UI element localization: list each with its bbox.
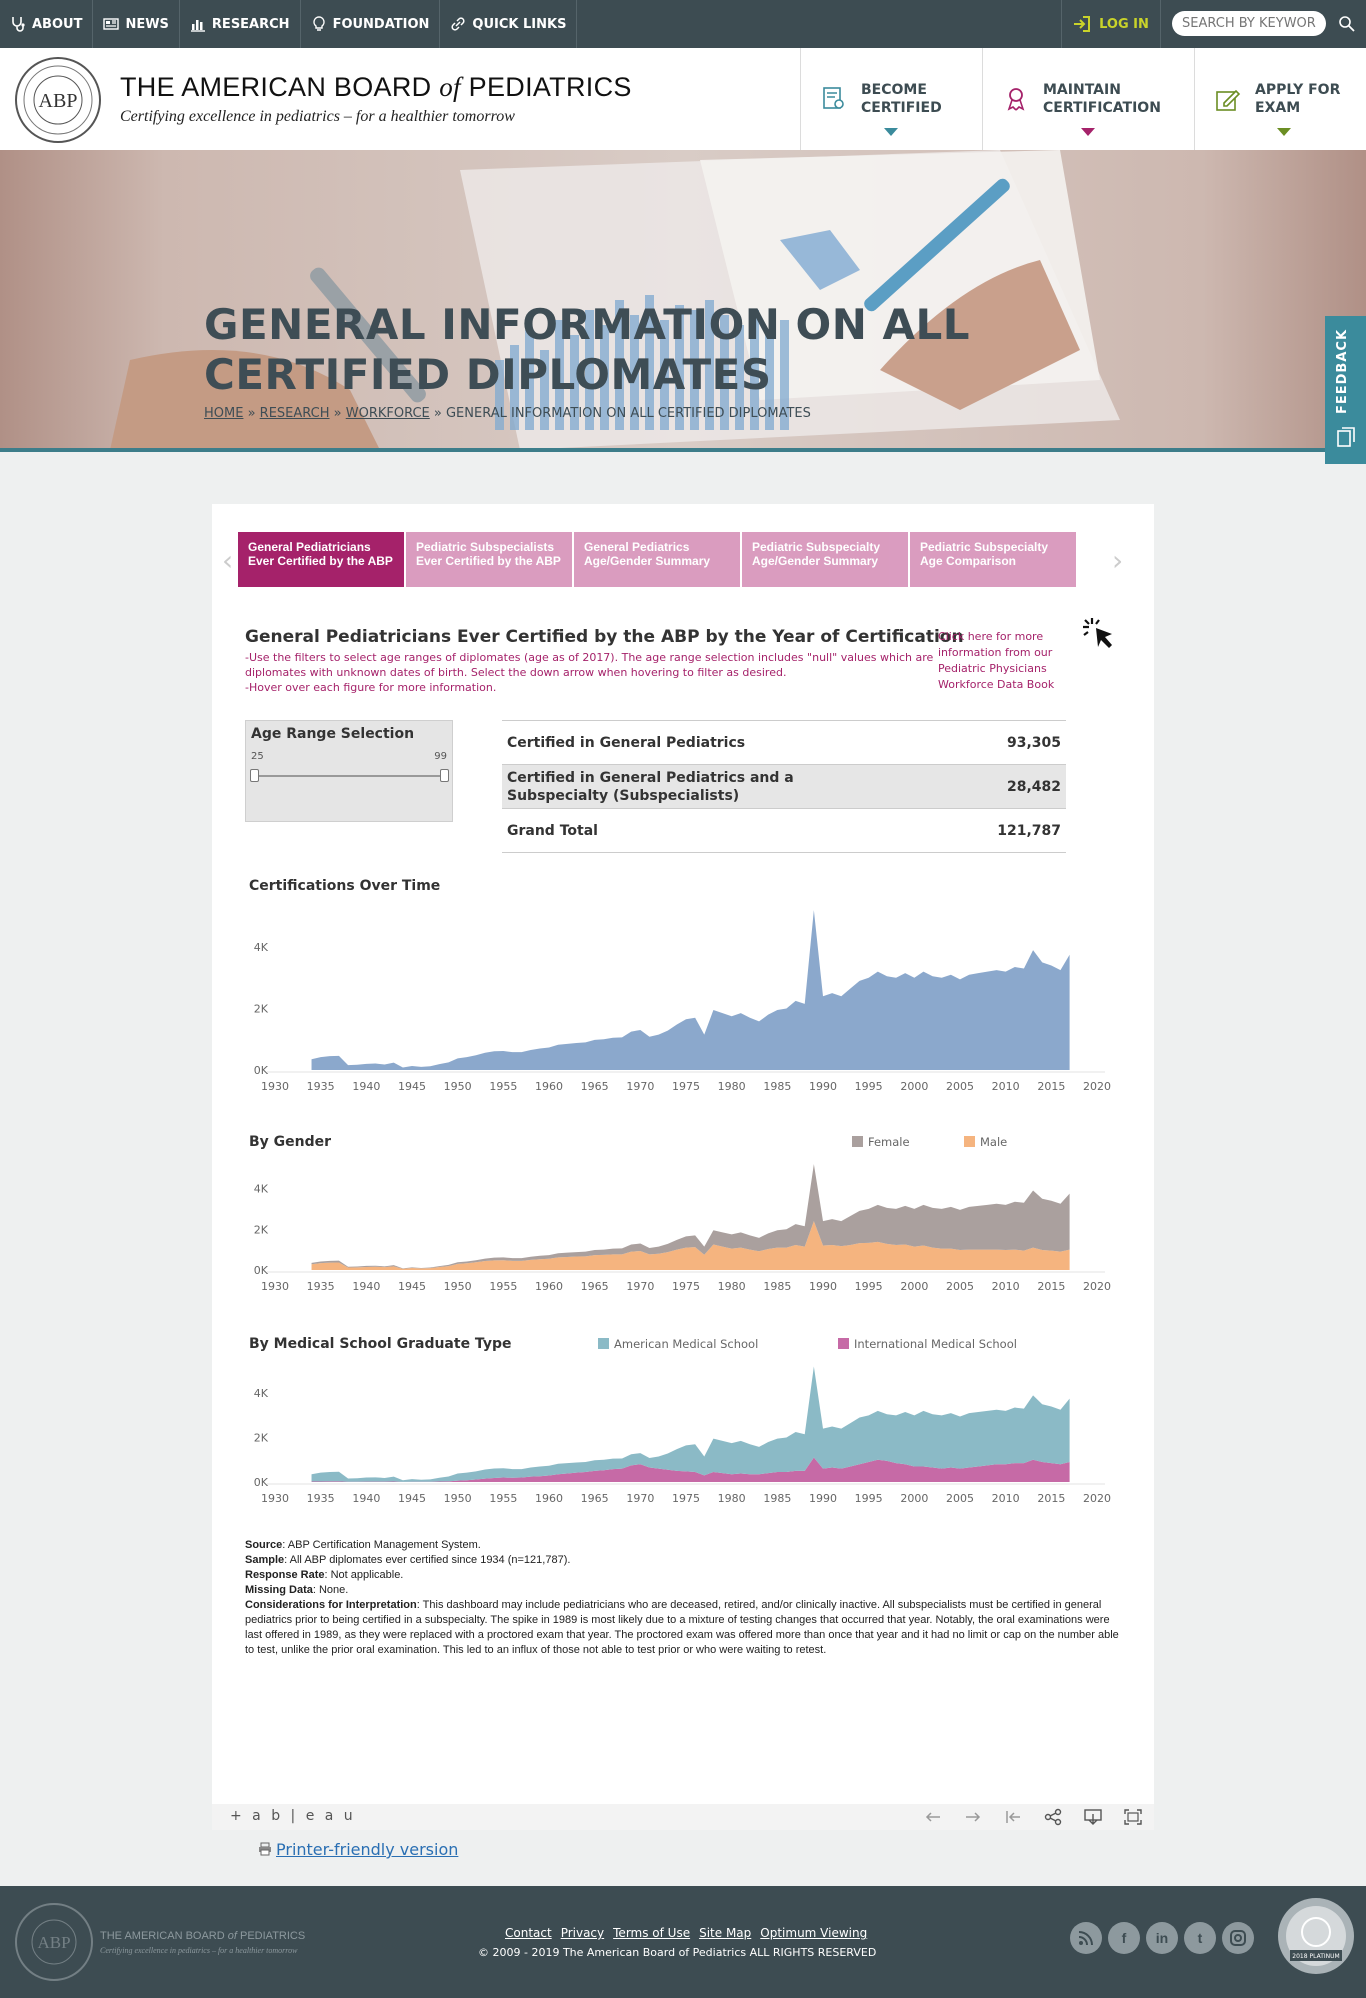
x-tick-label: 2010: [991, 1280, 1020, 1293]
breadcrumb-separator: »: [329, 406, 346, 421]
chevron-down-icon: [1081, 128, 1095, 136]
x-tick-label: 1975: [672, 1080, 700, 1093]
y-tick-label: 4K: [253, 941, 268, 955]
note-label: Considerations for Interpretation: [245, 1599, 417, 1611]
x-tick-label: 1950: [443, 1492, 472, 1505]
breadcrumb-workforce[interactable]: WORKFORCE: [345, 406, 430, 421]
x-tick-label: 1960: [535, 1280, 563, 1293]
y-tick-label: 0K: [253, 1476, 268, 1489]
x-tick-label: 1945: [398, 1080, 426, 1093]
linkedin-icon[interactable]: in: [1146, 1922, 1178, 1954]
summary-value: 121,787: [997, 822, 1061, 839]
x-tick-label: 2020: [1083, 1492, 1111, 1505]
age-range-min: 25: [251, 751, 264, 762]
x-tick-label: 1985: [763, 1280, 792, 1293]
legend-swatch: [838, 1338, 849, 1349]
nav-apply-for-exam[interactable]: [1194, 48, 1366, 150]
topnav-about[interactable]: [0, 0, 93, 48]
login-button[interactable]: [1061, 0, 1161, 48]
legend-swatch: [964, 1136, 975, 1147]
x-tick-label: 1965: [580, 1280, 609, 1293]
x-tick-label: 1960: [535, 1080, 563, 1093]
x-tick-label: 2005: [946, 1080, 974, 1093]
legend-swatch: [598, 1338, 609, 1349]
login-label: LOG IN: [1099, 16, 1149, 32]
site-tagline: Certifying excellence in pediatrics – for a healthier tomorrow: [120, 108, 515, 125]
tab-subspecialty-age-gender[interactable]: Pediatric Subspecialty Age/Gender Summary: [742, 532, 908, 587]
x-tick-label: 2000: [900, 1280, 929, 1293]
x-tick-label: 1935: [306, 1080, 335, 1093]
footer-link-terms[interactable]: Terms of Use: [613, 1926, 691, 1940]
x-tick-label: 2010: [991, 1080, 1020, 1093]
x-tick-label: 2015: [1037, 1280, 1066, 1293]
breadcrumb-home[interactable]: HOME: [204, 406, 244, 421]
nav-label: MAINTAIN CERTIFICATION: [1043, 82, 1161, 116]
y-tick-label: 2K: [253, 1002, 268, 1016]
instruction-line: -Hover over each figure for more information.: [245, 681, 497, 694]
x-tick-label: 2005: [946, 1280, 974, 1293]
instagram-glyph: [1229, 1929, 1247, 1947]
y-tick-label: 0K: [253, 1264, 268, 1277]
age-range-max-handle[interactable]: [440, 769, 449, 782]
click-cursor-icon[interactable]: [1078, 614, 1122, 658]
x-tick-label: 1975: [672, 1492, 700, 1505]
footer-link-privacy[interactable]: Privacy: [560, 1926, 605, 1940]
x-tick-label: 2000: [900, 1080, 929, 1093]
brand-part: THE AMERICAN BOARD: [100, 1930, 228, 1942]
by-gender-chart[interactable]: [212, 1120, 1154, 1320]
topnav-label: QUICK LINKS: [472, 16, 567, 32]
note-text: : None.: [312, 1584, 349, 1596]
x-tick-label: 1970: [626, 1080, 655, 1093]
certification-summary-table: [502, 720, 1066, 853]
download-icon[interactable]: [1082, 1807, 1104, 1827]
abp-seal-logo: [14, 1902, 94, 1982]
x-tick-label: 1965: [580, 1080, 609, 1093]
x-tick-label: 1970: [626, 1492, 655, 1505]
note-source: [245, 1538, 1125, 1553]
title-part: PEDIATRICS: [460, 72, 632, 102]
newspaper-icon: [103, 16, 119, 32]
chart-title: By Medical School Graduate Type: [249, 1336, 512, 1352]
x-tick-label: 1945: [398, 1492, 426, 1505]
legend-label: Male: [980, 1135, 1008, 1149]
award-ribbon-icon: [1003, 86, 1029, 112]
x-tick-label: 1990: [809, 1492, 837, 1505]
breadcrumb-separator: »: [429, 406, 446, 421]
x-tick-label: 2015: [1037, 1080, 1066, 1093]
tableau-actions: [922, 1807, 1144, 1827]
dashboard-tabs: [238, 532, 1078, 587]
footer-tagline: Certifying excellence in pediatrics – for a healthier tomorrow: [100, 1946, 298, 1955]
note-response-rate: [245, 1568, 1125, 1583]
workforce-data-book-link[interactable]: Click here for more information from our Pediatric Physicians Workforce Data Book: [938, 630, 1055, 691]
footer-link-sitemap[interactable]: Site Map: [699, 1926, 752, 1940]
x-tick-label: 1930: [261, 1280, 289, 1293]
x-tick-label: 2000: [900, 1492, 929, 1505]
tabs-prev-arrow[interactable]: ‹: [222, 544, 234, 577]
x-tick-label: 1930: [261, 1080, 289, 1093]
top-bar: [0, 0, 1366, 48]
seal-year-label: 2018 PLATINUM: [1292, 1953, 1340, 1960]
footer-link-contact[interactable]: Contact: [505, 1926, 552, 1940]
x-tick-label: 1980: [717, 1280, 746, 1293]
page-title: GENERAL INFORMATION ON ALL CERTIFIED DIPLOMATES: [204, 300, 971, 399]
table-row: [502, 721, 1066, 765]
x-tick-label: 1960: [535, 1492, 563, 1505]
abp-seal-logo[interactable]: [14, 56, 102, 144]
x-tick-label: 1945: [398, 1280, 426, 1293]
nav-become-certified[interactable]: [800, 48, 982, 150]
dashboard-title: General Pediatricians Ever Certified by the ABP by the Year of Certification: [245, 627, 964, 647]
dashboard-instructions: [245, 650, 945, 695]
breadcrumb-separator: »: [243, 406, 260, 421]
x-tick-label: 1940: [352, 1492, 381, 1505]
x-tick-label: 2020: [1083, 1080, 1111, 1093]
site-footer: [0, 1886, 1366, 1998]
note-considerations: [245, 1598, 1125, 1658]
topnav-quick-links[interactable]: [440, 0, 577, 48]
breadcrumb-research[interactable]: RESEARCH: [259, 406, 330, 421]
feedback-label: FEEDBACK: [1335, 328, 1350, 414]
printer-label: Printer-friendly version: [276, 1840, 459, 1859]
summary-label: Certified in General Pediatrics: [507, 734, 746, 751]
note-text: : Not applicable.: [324, 1569, 404, 1581]
facebook-icon[interactable]: f: [1108, 1922, 1140, 1954]
x-tick-label: 1990: [809, 1080, 837, 1093]
twitter-icon[interactable]: t: [1184, 1922, 1216, 1954]
hero-divider: [0, 448, 1366, 452]
site-title[interactable]: [120, 72, 632, 103]
topnav-foundation[interactable]: [301, 0, 441, 48]
dashboard-card: [212, 504, 1154, 1804]
x-tick-label: 2005: [946, 1492, 974, 1505]
nav-maintain-certification[interactable]: [982, 48, 1194, 150]
note-text: : ABP Certification Management System.: [282, 1539, 481, 1551]
by-medical-school-chart[interactable]: [212, 1322, 1154, 1532]
note-text: : This dashboard may include pediatricians who are deceased, retired, and/or clinically inactive. All subspecialists must be certified in general pediatrics prior to being certified in a subspecialty. The spike in 1989 is most likely due to a mixture of testing changes that occurred that year. Notably, the oral examinations were last offered in 1989, as they were replaced with a proctored exam that year. The proctored exam was offered more than once that year and it had no limit or cap on the number able to test, unlike the prior oral examination. This led to an influx of those not able to test prior or who were waiting to retest.: [245, 1599, 1119, 1656]
topnav-label: RESEARCH: [211, 16, 290, 32]
tabs-next-arrow[interactable]: ›: [1112, 544, 1124, 577]
chevron-down-icon: [884, 128, 898, 136]
age-range-slider-track[interactable]: [254, 775, 444, 777]
x-tick-label: 1935: [306, 1492, 335, 1505]
nav-label: BECOME CERTIFIED: [861, 82, 942, 116]
x-tick-label: 1980: [717, 1492, 746, 1505]
note-label: Response Rate: [245, 1569, 325, 1581]
y-tick-label: 4K: [253, 1182, 268, 1196]
age-range-min-handle[interactable]: [250, 769, 259, 782]
tab-pediatric-subspecialists[interactable]: Pediatric Subspecialists Ever Certified by the ABP: [406, 532, 572, 587]
x-tick-label: 2010: [991, 1492, 1020, 1505]
chevron-down-icon: [1277, 128, 1291, 136]
legend-label: American Medical School: [614, 1337, 759, 1351]
x-tick-label: 1985: [763, 1492, 792, 1505]
age-range-filter: [245, 720, 453, 822]
lightbulb-icon: [311, 16, 327, 32]
x-tick-label: 2015: [1037, 1492, 1066, 1505]
transparency-seal-icon[interactable]: [1276, 1896, 1356, 1976]
legend-swatch: [852, 1136, 863, 1147]
note-missing-data: [245, 1583, 1125, 1598]
note-label: Sample: [245, 1554, 285, 1566]
summary-label: Grand Total: [507, 822, 598, 839]
x-tick-label: 1950: [443, 1080, 472, 1093]
topnav-label: FOUNDATION: [332, 16, 430, 32]
certifications-over-time-chart[interactable]: [212, 864, 1154, 1114]
tableau-toolbar: [212, 1804, 1154, 1830]
x-tick-label: 1970: [626, 1280, 655, 1293]
x-tick-label: 1955: [489, 1280, 518, 1293]
legend-label: Female: [868, 1135, 910, 1149]
undo-icon[interactable]: [922, 1807, 944, 1827]
x-tick-label: 1975: [672, 1280, 700, 1293]
bar-chart-icon: [190, 16, 206, 32]
footer-link-optimum-viewing[interactable]: Optimum Viewing: [760, 1926, 868, 1940]
x-tick-label: 1940: [352, 1080, 381, 1093]
breadcrumb-current: GENERAL INFORMATION ON ALL CERTIFIED DIPLOMATES: [445, 406, 811, 421]
svg-text:ABP: ABP: [38, 90, 78, 112]
note-text: : All ABP diplomates ever certified since 1934 (n=121,787).: [284, 1554, 571, 1566]
x-tick-label: 1980: [717, 1080, 746, 1093]
top-nav: [0, 0, 577, 48]
y-tick-label: 2K: [253, 1431, 268, 1445]
printer-icon: [258, 1842, 272, 1856]
y-tick-label: 2K: [253, 1223, 268, 1237]
feedback-icon: [1336, 426, 1356, 448]
search-input[interactable]: [1172, 11, 1326, 36]
svg-text:ABP: ABP: [37, 1933, 71, 1952]
breadcrumb: [204, 406, 811, 421]
x-tick-label: 1995: [854, 1080, 883, 1093]
social-links: [1070, 1922, 1254, 1954]
tab-general-age-gender[interactable]: General Pediatrics Age/Gender Summary: [574, 532, 740, 587]
x-tick-label: 1955: [489, 1080, 518, 1093]
x-tick-label: 1990: [809, 1280, 837, 1293]
y-tick-label: 0K: [253, 1064, 268, 1077]
feedback-tab[interactable]: [1325, 316, 1366, 464]
certificate-icon: [821, 86, 847, 112]
printer-friendly-link[interactable]: [258, 1840, 458, 1859]
tableau-logo[interactable]: + a b | e a u: [230, 1808, 356, 1824]
table-row: [502, 809, 1066, 853]
brand-part: PEDIATRICS: [236, 1930, 306, 1942]
redo-icon[interactable]: [962, 1807, 984, 1827]
topnav-label: NEWS: [125, 16, 169, 32]
stethoscope-icon: [10, 16, 26, 32]
pencil-edit-icon: [1215, 86, 1241, 112]
title-part: of: [439, 72, 461, 102]
x-tick-label: 1985: [763, 1080, 792, 1093]
x-tick-label: 1940: [352, 1280, 381, 1293]
summary-value: 28,482: [1006, 778, 1061, 795]
chart-title: Certifications Over Time: [249, 878, 441, 894]
topnav-research[interactable]: [180, 0, 301, 48]
dashboard-notes: [245, 1538, 1125, 1658]
topnav-news[interactable]: [93, 0, 179, 48]
summary-value: 93,305: [1006, 734, 1061, 751]
chart-title: By Gender: [249, 1134, 332, 1150]
footer-brand: [100, 1930, 305, 1942]
x-tick-label: 1935: [306, 1280, 335, 1293]
x-tick-label: 1995: [854, 1492, 883, 1505]
rss-icon[interactable]: [1070, 1922, 1102, 1954]
revert-icon[interactable]: [1002, 1807, 1024, 1827]
fullscreen-icon[interactable]: [1122, 1807, 1144, 1827]
nav-label: APPLY FOR EXAM: [1255, 82, 1341, 116]
brand-part: of: [227, 1930, 237, 1942]
age-range-label: Age Range Selection: [251, 726, 415, 742]
area-series-0: [312, 910, 1070, 1070]
x-tick-label: 1955: [489, 1492, 518, 1505]
x-tick-label: 1965: [580, 1492, 609, 1505]
share-icon[interactable]: [1042, 1807, 1064, 1827]
footer-links: [505, 1926, 867, 1940]
copyright: © 2009 - 2019 The American Board of Pediatrics ALL RIGHTS RESERVED: [478, 1946, 877, 1959]
tab-general-pediatricians[interactable]: General Pediatricians Ever Certified by the ABP: [238, 532, 404, 587]
topnav-label: ABOUT: [32, 16, 83, 32]
rss-glyph: [1077, 1929, 1095, 1947]
note-label: Source: [245, 1539, 283, 1551]
table-row: [502, 765, 1066, 809]
link-icon: [450, 16, 466, 32]
y-tick-label: 4K: [253, 1387, 268, 1401]
area-series-american-medical-school: [312, 1366, 1070, 1481]
search-icon[interactable]: [1338, 15, 1356, 33]
x-tick-label: 1950: [443, 1280, 472, 1293]
x-tick-label: 2020: [1083, 1280, 1111, 1293]
title-part: THE AMERICAN BOARD: [120, 72, 440, 102]
x-tick-label: 1930: [261, 1492, 289, 1505]
legend-label: International Medical School: [854, 1337, 1017, 1351]
instagram-icon[interactable]: [1222, 1922, 1254, 1954]
summary-label: Certified in General Pediatrics and a Subspecialty (Subspecialists): [507, 769, 794, 804]
site-header: [0, 48, 1366, 150]
age-range-max: 99: [434, 751, 447, 762]
hero-banner: [0, 150, 1366, 450]
x-tick-label: 1995: [854, 1280, 883, 1293]
note-sample: [245, 1553, 1125, 1568]
note-label: Missing Data: [245, 1584, 313, 1596]
instruction-line: -Use the filters to select age ranges of diplomates (age as of 2017). The age range selection includes "null" values which are diplomates with unknown dates of birth. Select the down arrow when hovering to filter as desired.: [245, 651, 934, 679]
login-icon: [1073, 15, 1091, 33]
tab-subspecialty-age-comparison[interactable]: Pediatric Subspecialty Age Comparison: [910, 532, 1076, 587]
